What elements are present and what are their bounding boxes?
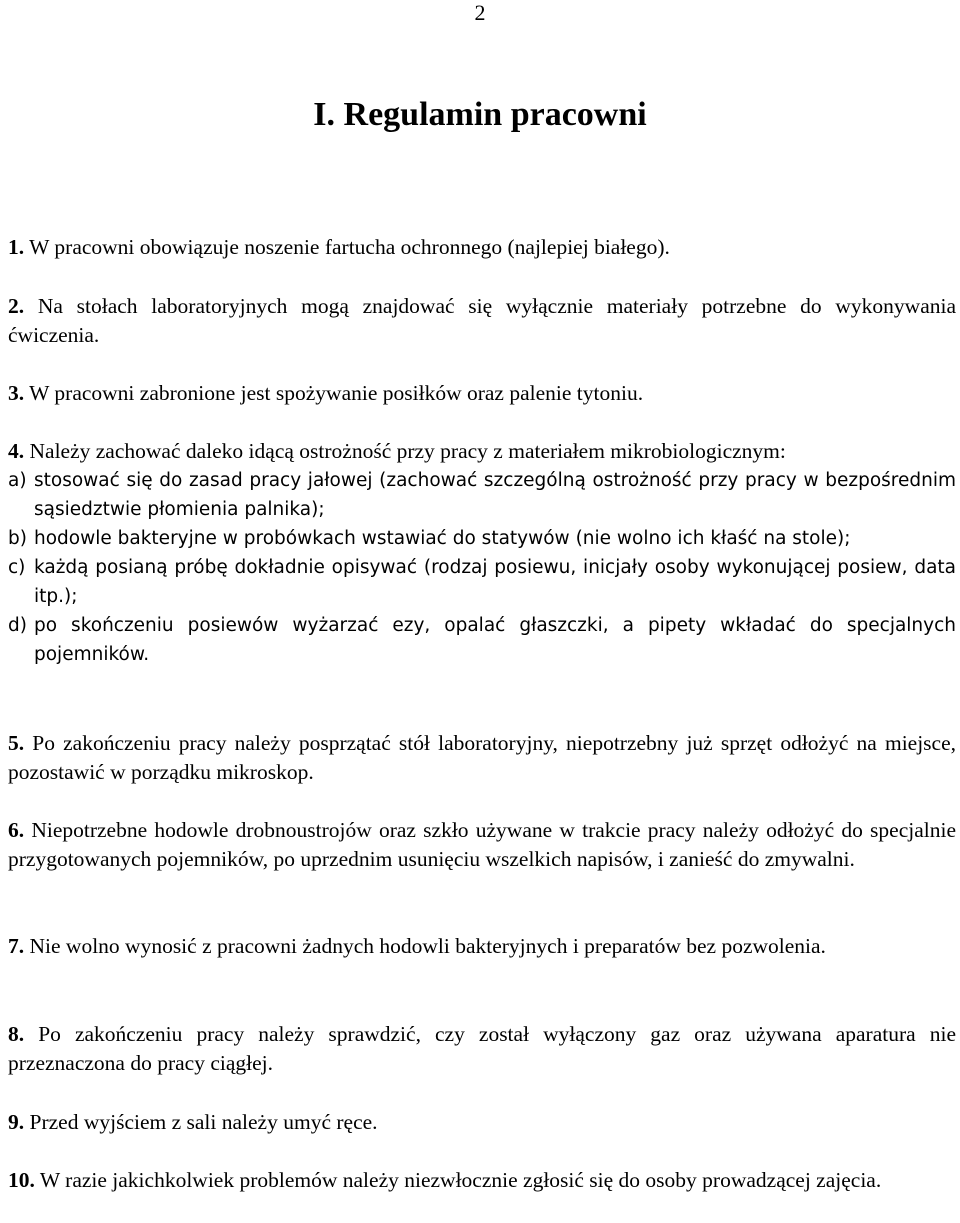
rule-number: 4.	[8, 439, 25, 463]
rule-text: Po zakończeniu pracy należy posprzątać stół laboratoryjny, niepotrzebny już sprzęt odłożyć na miejsce, pozostawić w porządku mikroskop.	[8, 731, 957, 784]
page-title: I. Regulamin pracowni	[313, 96, 647, 133]
rule-number: 3.	[8, 381, 25, 405]
rule-subitem-d	[8, 611, 956, 669]
rule-number: 5.	[8, 731, 25, 755]
subitem-letter: a)	[8, 470, 27, 491]
subitem-text: po skończeniu posiewów wyżarzać ezy, opalać głaszczki, a pipety wkładać do specjalnych pojemników.	[34, 615, 956, 665]
rule-text: W razie jakichkolwiek problemów należy niezwłocznie zgłosić się do osoby prowadzącej zajęcia.	[39, 1168, 882, 1192]
rule-number: 1.	[8, 235, 25, 259]
rule-item-9	[8, 1108, 956, 1137]
subitem-text: każdą posianą próbę dokładnie opisywać (rodzaj posiewu, inicjały osoby wykonującej posiew, data itp.);	[34, 557, 956, 607]
rule-number: 2.	[8, 294, 25, 318]
rule-text: Nie wolno wynosić z pracowni żadnych hodowli bakteryjnych i preparatów bez pozwolenia.	[29, 934, 826, 958]
rule-item-2	[8, 292, 956, 350]
rule-lead	[8, 437, 956, 466]
rule-item-3	[8, 379, 956, 408]
rule-number: 9.	[8, 1110, 25, 1134]
subitem-text: hodowle bakteryjne w probówkach wstawiać do statywów (nie wolno ich kłaść na stole);	[34, 528, 851, 549]
rule-number: 6.	[8, 818, 25, 842]
rule-text: W pracowni zabronione jest spożywanie posiłków oraz palenie tytoniu.	[29, 381, 644, 405]
rule-item-1	[8, 233, 956, 262]
rule-text: Niepotrzebne hodowle drobnoustrojów oraz szkło używane w trakcie pracy należy odłożyć do specjalnie przygotowanych pojemników, po uprzednim usunięciu wszelkich napisów, i zanieść do zmywalni.	[8, 818, 957, 871]
rule-item-10	[8, 1166, 956, 1195]
rule-subitem-b	[8, 524, 956, 553]
rule-text: Przed wyjściem z sali należy umyć ręce.	[29, 1110, 378, 1134]
subitem-letter: b)	[8, 528, 27, 549]
subitem-letter: c)	[8, 557, 26, 578]
rule-item-8	[8, 1020, 956, 1078]
rule-item-6	[8, 816, 956, 874]
rule-text: Na stołach laboratoryjnych mogą znajdować się wyłącznie materiały potrzebne do wykonywania ćwiczenia.	[8, 294, 957, 347]
subitem-text: stosować się do zasad pracy jałowej (zachować szczególną ostrożność przy pracy w bezpośrednim sąsiedztwie płomienia palnika);	[34, 470, 956, 520]
subitem-letter: d)	[8, 615, 27, 636]
rule-item-5	[8, 729, 956, 787]
rule-number: 7.	[8, 934, 25, 958]
rule-text: Po zakończeniu pracy należy sprawdzić, czy został wyłączony gaz oraz używana aparatura nie przeznaczona do pracy ciągłej.	[8, 1022, 956, 1075]
rule-subitem-a	[8, 466, 956, 524]
rule-text: Należy zachować daleko idącą ostrożność przy pracy z materiałem mikrobiologicznym:	[29, 439, 786, 463]
rule-subitem-c	[8, 553, 956, 611]
rule-item-7	[8, 932, 956, 961]
page-number: 2	[474, 0, 486, 25]
rule-item-4	[8, 437, 956, 669]
rule-text: W pracowni obowiązuje noszenie fartucha ochronnego (najlepiej białego).	[29, 235, 670, 259]
rule-number: 10.	[8, 1168, 35, 1192]
rule-number: 8.	[8, 1022, 25, 1046]
